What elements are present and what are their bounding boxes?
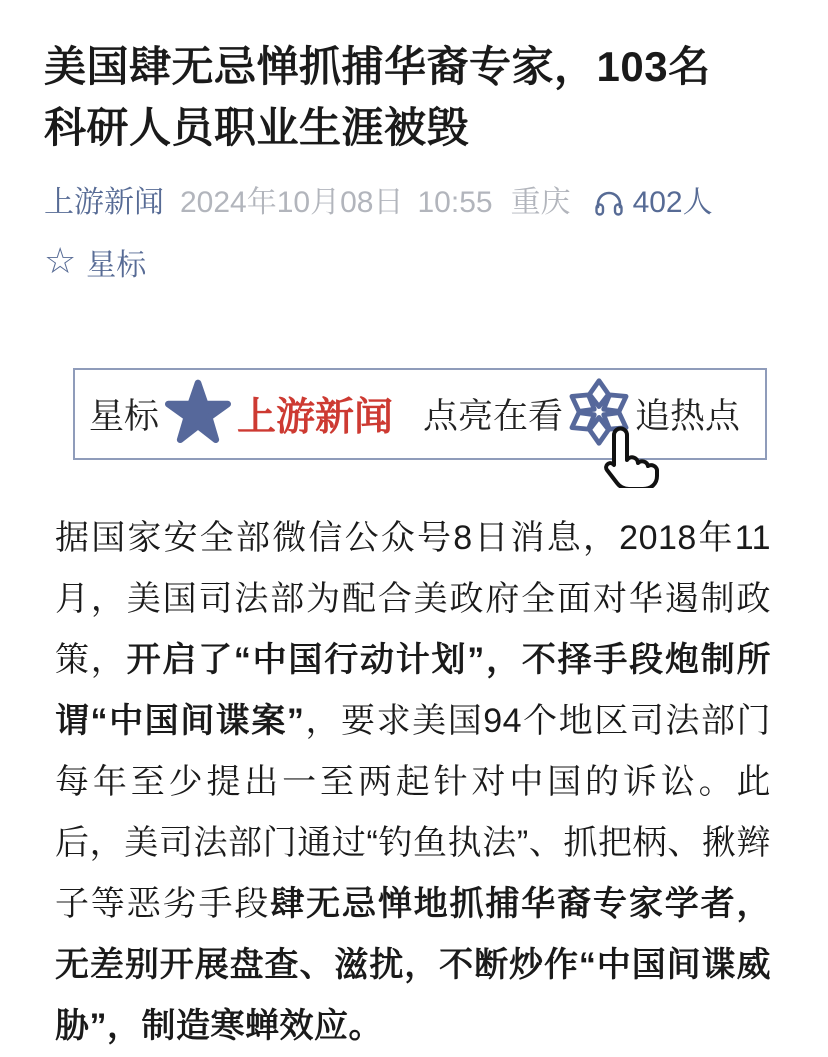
publish-time: 10:55	[417, 186, 493, 220]
publish-location: 重庆	[510, 186, 571, 220]
star-filled-icon	[165, 379, 231, 450]
banner-tap-text: 点亮在看	[423, 397, 564, 437]
headphones-icon	[593, 187, 633, 219]
listen-count-label: 402人	[632, 186, 713, 220]
paragraph-segment: 据国家安全部微信公众号8日消息，2018年11月，美国司法部为配合美政府全面对华遏制政策，	[55, 519, 771, 680]
star-label: 星标	[86, 249, 147, 283]
paragraph-segment: ，要求美国94个地区司法部门每年至少提出一至两起针对中国的诉讼。此后，美司法部门通过“钓鱼执法”、抓把柄、揪辫子等恶劣手段	[55, 702, 772, 924]
article-title-line2: 科研人员职业生涯被毁	[44, 104, 470, 151]
article-meta	[44, 186, 784, 220]
publish-date: 2024年10月08日	[180, 186, 404, 220]
article-title-line1: 美国肆无忌惮抓捕华裔专家，103名	[44, 43, 711, 90]
star-account-control[interactable]	[44, 240, 784, 284]
promo-banner-image[interactable]	[73, 368, 767, 460]
banner-star-label: 星标	[89, 397, 160, 437]
article-title	[44, 36, 784, 158]
article-page	[0, 36, 828, 1057]
article-paragraph	[55, 508, 771, 1057]
star-outline-icon: ☆	[44, 241, 77, 283]
account-link[interactable]: 上游新闻	[44, 186, 164, 220]
listen-count-link[interactable]	[593, 186, 713, 220]
banner-account-name: 上游新闻	[237, 396, 394, 440]
banner-topic-text: 追热点	[635, 397, 741, 437]
paragraph-segment-bold: 开启了“中国行动计划”，不择手段炮制所谓“中国间谍案”	[55, 641, 772, 741]
paragraph-segment-bold: 肆无忌惮地抓捕华裔专家学者，无差别开展盘查、滋扰，不断炒作“中国间谍威胁”，制造寒蝉效应。	[55, 885, 772, 1046]
tap-hand-cursor-icon	[595, 426, 661, 493]
